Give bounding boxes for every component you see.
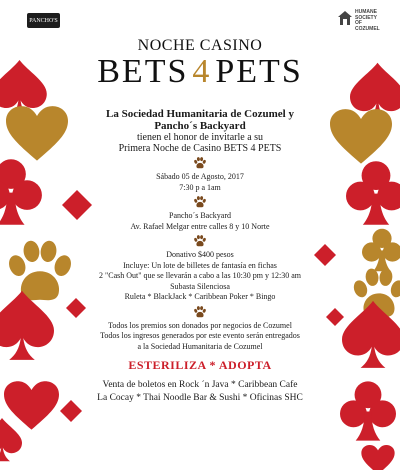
intro-line-3: tienen el honor de invitarle a su xyxy=(136,132,264,143)
tickets-info xyxy=(88,379,312,405)
title-pets: PETS xyxy=(215,53,303,90)
paw-icon xyxy=(193,306,207,318)
title-bets: BETS xyxy=(97,53,189,90)
donation-auction: Subasta Silenciosa xyxy=(170,281,230,291)
event-time: 7:30 p a 1am xyxy=(179,182,221,192)
donation-games: Ruleta * BlackJack * Caribbean Poker * Bingo xyxy=(124,292,276,301)
tickets-line-2: La Cocay * Thai Noodle Bar & Sushi * Oficinas SHC xyxy=(97,393,303,403)
title-block xyxy=(0,38,400,90)
subtitle: NOCHE CASINO xyxy=(137,37,263,54)
donation-cashout: 2 "Cash Out" que se llevarán a cabo a las 10:30 pm y 12:30 am xyxy=(98,271,302,280)
logo-line-2: SOCIETY xyxy=(355,14,377,21)
slogan: ESTERILIZA * ADOPTA xyxy=(128,358,272,372)
note-line-3: a la Sociedad Humanitaria de Cozumel xyxy=(137,341,263,351)
event-date: Sábado 05 de Agosto, 2017 xyxy=(156,172,244,181)
title-four: 4 xyxy=(192,53,212,90)
logo-line-1: HUMANE xyxy=(355,9,377,15)
humane-society-logo xyxy=(337,10,385,36)
panchos-logo: PANCHO'S xyxy=(27,13,60,28)
intro-line-1: La Sociedad Humanitaria de Cozumel y xyxy=(106,108,294,120)
donation-includes: Incluye: Un lote de billetes de fantasía en fichas xyxy=(123,260,277,270)
venue-address: Av. Rafael Melgar entre calles 8 y 10 Norte xyxy=(130,221,270,231)
paw-icon xyxy=(193,196,207,208)
donation-title: Donativo $400 pesos xyxy=(166,250,234,259)
intro-line-4: Primera Noche de Casino BETS 4 PETS xyxy=(118,143,282,154)
paw-icon xyxy=(193,157,207,169)
note-line-2: Todos los ingresos generados por este evento serán entregados xyxy=(100,331,300,340)
tickets-line-1: Venta de boletos en Rock ´n Java * Caribbean Cafe xyxy=(102,380,298,390)
logo-line-3: OF COZUMEL xyxy=(355,20,380,32)
invitation-text xyxy=(88,108,312,405)
paw-icon xyxy=(193,235,207,247)
note-line-1: Todos los premios son donados por negocios de Cozumel xyxy=(108,320,292,330)
house-icon xyxy=(337,10,353,26)
main-title xyxy=(0,54,400,90)
venue-name: Pancho´s Backyard xyxy=(169,211,231,220)
intro-line-2: Pancho´s Backyard xyxy=(154,120,246,132)
